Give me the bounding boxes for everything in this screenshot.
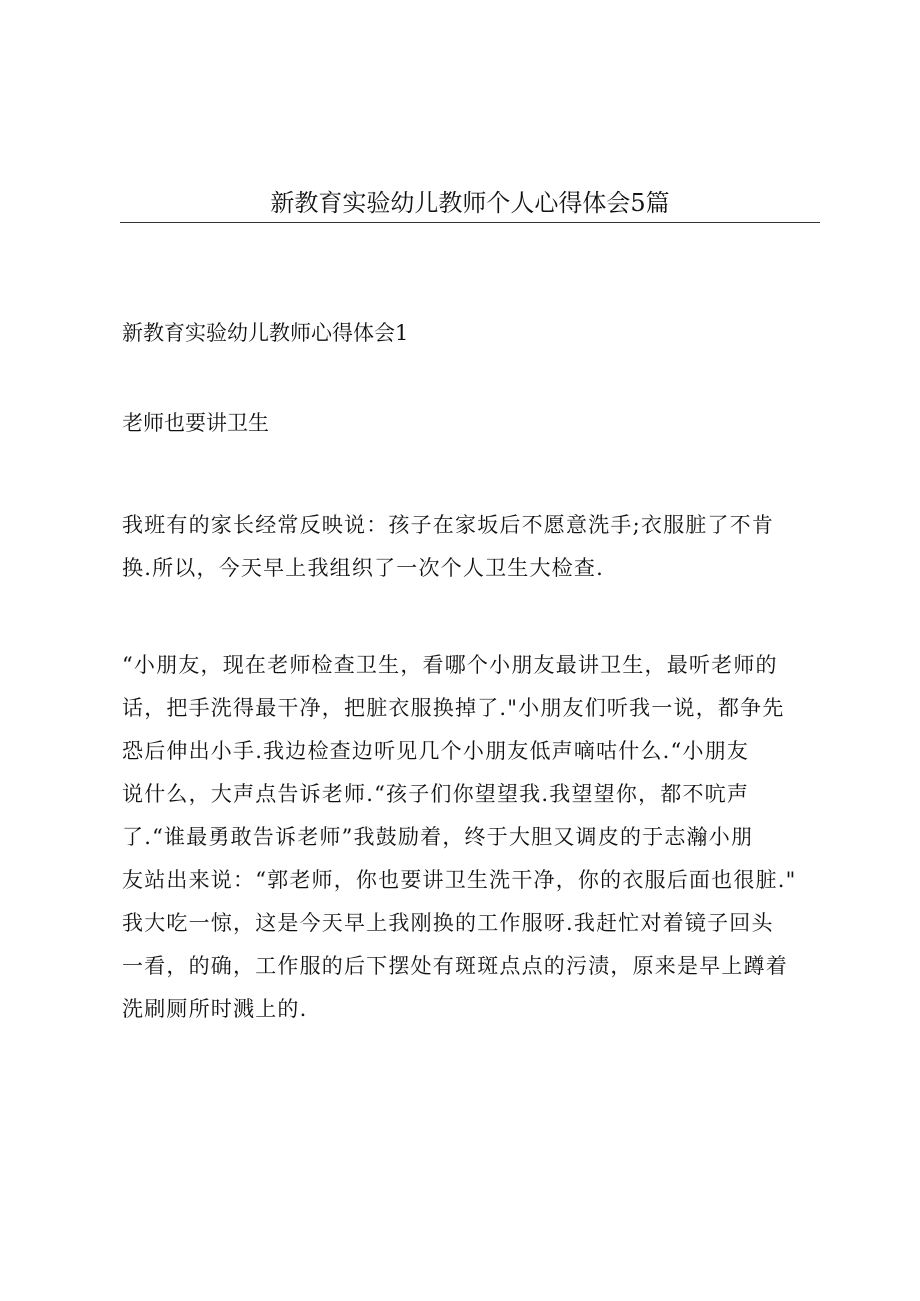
article-subheading: 老师也要讲卫生 [122,411,269,435]
paragraph-line: 换.所以，今天早上我组织了一次个人卫生大检查. [122,556,604,580]
paragraph-line: 了.“谁最勇敢告诉老师”我鼓励着，终于大胆又调皮的于志瀚小朋 [122,825,754,849]
paragraph-line: 说什么，大声点告诉老师.“孩子们你望望我.我望望你，都不吭声 [122,782,750,806]
paragraph-1 [122,504,822,590]
paragraph-line: 我班有的家长经常反映说：孩子在家坂后不愿意洗手;衣服脏了不肯 [122,513,775,537]
section-heading: 新教育实验幼儿教师心得体会1 [122,321,409,345]
paragraph-line: “小朋友，现在老师检查卫生，看哪个小朋友最讲卫生，最听老师的 [122,653,778,677]
paragraph-line: 洗刷厕所时溅上的. [122,997,308,1021]
paragraph-line: 话，把手洗得最干净，把脏衣服换掉了."小朋友们听我一说，都争先 [122,696,785,720]
paragraph-line: 一看，的确，工作服的后下摆处有斑斑点点的污渍，原来是早上蹲着 [122,954,788,978]
title-underline [120,222,820,223]
paragraph-line: 恐后伸出小手.我边检查边听见几个小朋友低声嘀咕什么.“小朋友 [122,739,750,763]
paragraph-line: 我大吃一惊，这是今天早上我刚换的工作服呀.我赶忙对着镜子回头 [122,911,774,935]
paragraph-2 [122,644,822,1031]
paragraph-line: 友站出来说：“郭老师，你也要讲卫生洗干净，你的衣服后面也很脏." [122,868,797,892]
document-title: 新教育实验幼儿教师个人心得体会5篇 [270,189,670,217]
